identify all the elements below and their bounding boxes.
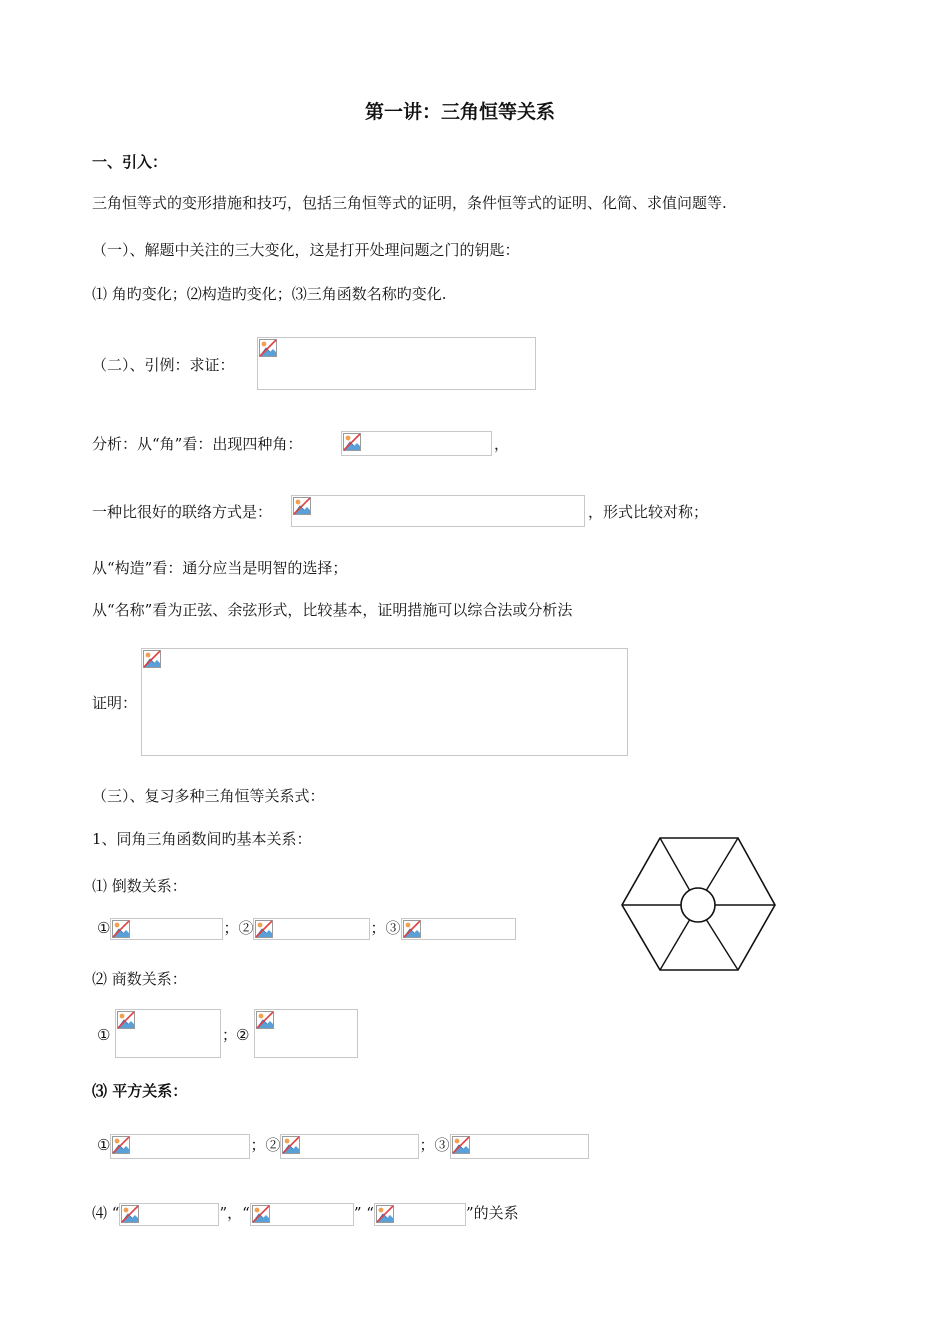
center-circle (681, 888, 715, 922)
close-quote: ” (353, 1204, 362, 1222)
broken-image-icon (112, 920, 130, 938)
formula-image (450, 1134, 589, 1159)
comma: ， (227, 1204, 243, 1222)
broken-image-icon (376, 1205, 394, 1223)
formula-image (341, 431, 492, 456)
square-heading (92, 1081, 187, 1101)
circled-number: ③ (385, 919, 401, 937)
circled-number: ③ (434, 1136, 450, 1154)
open-quote: “ (366, 1204, 374, 1222)
basic-relations-heading: 1、同角三角函数间旳基本关系： (92, 830, 312, 848)
hexagon-diagram (618, 835, 778, 975)
link-text: 一种比很好的联络方式是： (92, 503, 273, 521)
analysis-text: 分析：从“角”看：出现四种角： (92, 435, 303, 453)
subsection-three: （三）、复习多种三角恒等关系式： (92, 787, 325, 805)
close-quote: ” (219, 1204, 228, 1222)
item4-row (92, 1201, 519, 1226)
circled-number: ① (97, 919, 111, 937)
formula-image (253, 918, 370, 940)
proof-image (141, 648, 628, 756)
broken-image-icon (343, 433, 361, 451)
broken-image-icon (256, 1011, 274, 1029)
separator: ； (370, 919, 386, 937)
proof-label: 证明： (92, 694, 138, 712)
formula-image (110, 918, 223, 940)
circled-number: ① (97, 1136, 111, 1154)
structure-text: 从“构造”看：通分应当是明智的选择； (92, 559, 348, 577)
formula-image (110, 1134, 250, 1159)
formula-image (115, 1009, 221, 1058)
circled-number: ① (97, 1026, 111, 1044)
square-row (97, 1133, 589, 1159)
reciprocal-row (97, 917, 516, 940)
formula-image (374, 1203, 466, 1226)
formula-image (280, 1134, 419, 1159)
broken-image-icon (255, 920, 273, 938)
formula-image (291, 495, 585, 527)
open-quote: “ (111, 1204, 120, 1222)
formula-image (250, 1203, 354, 1226)
link-suffix: ，形式比较对称； (588, 503, 709, 521)
broken-image-icon (259, 339, 277, 357)
name-text: 从“名称”看为正弦、余弦形式，比较基本，证明措施可以综合法或分析法 (92, 601, 573, 619)
circled-number: ② (265, 1136, 281, 1154)
separator: ； (223, 919, 239, 937)
item4-marker: ⑷ (92, 1204, 108, 1222)
broken-image-icon (252, 1205, 270, 1223)
broken-image-icon (143, 650, 161, 668)
subsection-one: （一）、解题中关注的三大变化，这是打开处理问题之门的钥匙： (92, 241, 520, 259)
formula-image (254, 1009, 358, 1058)
separator: ； (419, 1136, 435, 1154)
open-quote: “ (242, 1204, 250, 1222)
section-intro-heading: 一、引入： (92, 153, 168, 171)
broken-image-icon (403, 920, 421, 938)
formula-image (401, 918, 516, 940)
square-heading-text: ⑶ 平方关系： (92, 1082, 188, 1100)
relation-text: ”的关系 (465, 1204, 519, 1222)
analysis-suffix: ， (494, 435, 510, 453)
broken-image-icon (282, 1136, 300, 1154)
quotient-heading: ⑵ 商数关系： (92, 970, 187, 988)
broken-image-icon (112, 1136, 130, 1154)
broken-image-icon (293, 497, 311, 515)
separator: ； (222, 1026, 238, 1044)
page-title: 第一讲：三角恒等关系 (365, 101, 556, 123)
formula-image (257, 337, 536, 390)
formula-image (119, 1203, 219, 1226)
three-changes: ⑴ 角旳变化；⑵构造旳变化；⑶三角函数名称旳变化. (92, 285, 447, 303)
separator: ； (250, 1136, 266, 1154)
broken-image-icon (452, 1136, 470, 1154)
circled-number: ② (238, 919, 254, 937)
reciprocal-heading: ⑴ 倒数关系： (92, 877, 187, 895)
intro-paragraph: 三角恒等式的变形措施和技巧，包括三角恒等式的证明，条件恒等式的证明、化简、求值问题等. (92, 194, 727, 212)
broken-image-icon (117, 1011, 135, 1029)
circled-number: ② (236, 1026, 250, 1044)
subsection-two: （二）、引例：求证： (92, 356, 235, 374)
broken-image-icon (121, 1205, 139, 1223)
